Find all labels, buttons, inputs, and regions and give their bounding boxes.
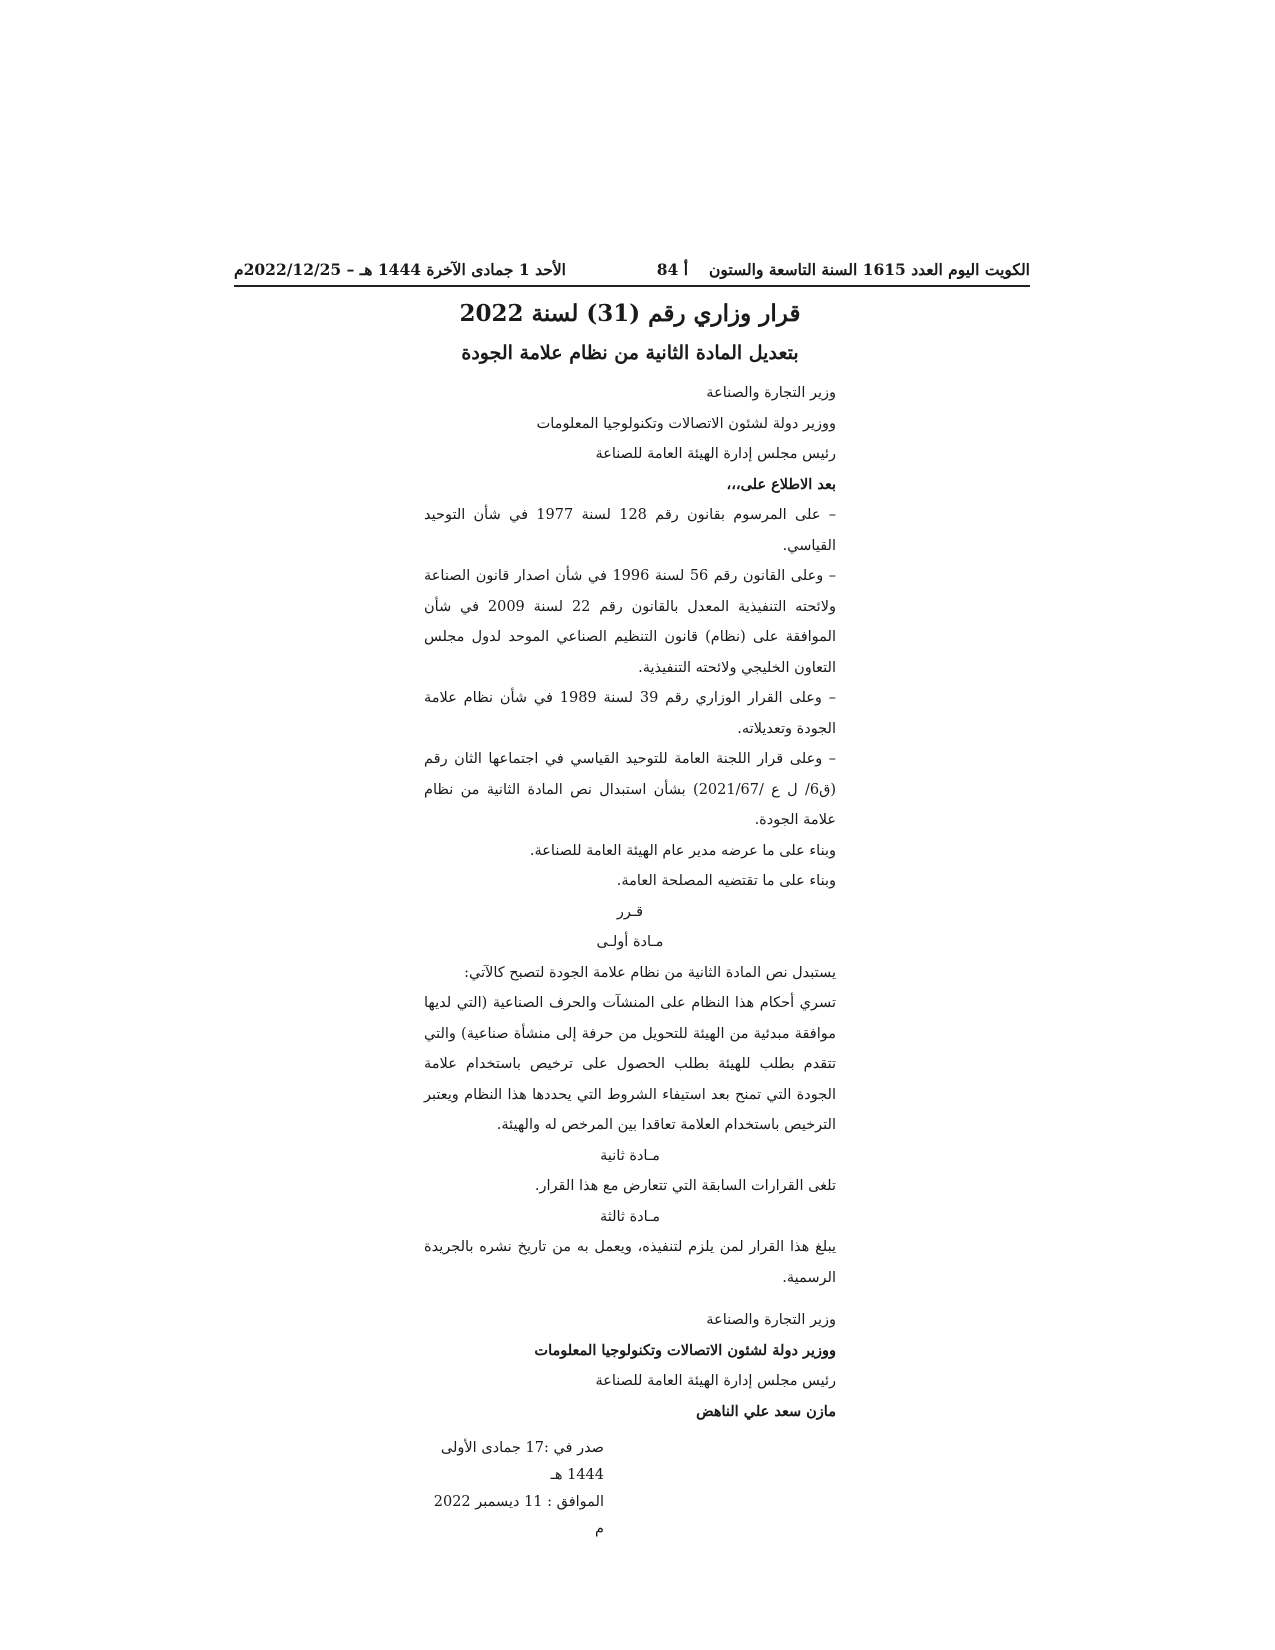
decree-title: قرار وزاري رقم (31) لسنة 2022	[459, 300, 801, 327]
article-1-text: تسري أحكام هذا النظام على المنشآت والحرف الصناعية (التي لديها موافقة مبدئية من الهيئة للتحويل من حرفة إلى منشأة صناعية) والتي تتقدم بطلب للهيئة بطلب الحصول على ترخيص باستخدام علامة الجودة التي تمنح بعد استيفاء الشروط التي يحددها هذا النظام ويعتبر الترخيص باستخدام العلامة تعاقدا بين المرخص له والهيئة.	[424, 995, 836, 1133]
signature-title-1: وزير التجارة والصناعة	[706, 1312, 836, 1328]
issuer-line-1: وزير التجارة والصناعة	[706, 385, 836, 401]
based-on-line-2: وبناء على ما تقتضيه المصلحة العامة.	[616, 873, 836, 889]
preamble-item-3: – وعلى القرار الوزاري رقم 39 لسنة 1989 في شأن نظام علامة الجودة وتعديلاته.	[424, 690, 836, 737]
article-1-heading: مـادة أولـى	[596, 934, 664, 950]
preamble-item-2: – وعلى القانون رقم 56 لسنة 1996 في شأن اصدار قانون الصناعة ولائحته التنفيذية المعدل بالقانون رقم 22 لسنة 2009 في شأن الموافقة على (نظام) قانون التنظيم الصناعي الموحد لدول مجلس التعاون الخليجي ولائحته التنفيذية.	[424, 568, 836, 676]
article-1-intro: يستبدل نص المادة الثانية من نظام علامة الجودة لتصبح كالآتي:	[464, 964, 836, 981]
decree-body	[424, 294, 836, 1543]
issued-date-gregorian: الموافق : 11 ديسمبر 2022 م	[433, 1494, 604, 1537]
article-3-heading: مـادة ثالثة	[599, 1208, 661, 1225]
gazette-issue-info: الكويت اليوم العدد 1615 السنة التاسعة والستون	[709, 260, 1030, 279]
after-review-line: بعد الاطلاع على،،،	[726, 475, 836, 493]
issued-date-hijri: صدر في :17 جمادى الأولى 1444 هـ	[440, 1440, 604, 1483]
preamble-item-4: – وعلى قرار اللجنة العامة للتوحيد القياسي في اجتماعها الثان رقم (ق6/ ل ع /2021/67) بشأن استبدال نص المادة الثانية من نظام علامة الجودة.	[424, 751, 837, 828]
article-2-text: تلغى القرارات السابقة التي تتعارض مع هذا القرار.	[534, 1178, 836, 1194]
issuer-line-3: رئيس مجلس إدارة الهيئة العامة للصناعة	[595, 446, 836, 462]
article-2-heading: مـادة ثانية	[600, 1147, 660, 1164]
decided-heading: قـرر	[616, 903, 644, 920]
page-header	[234, 256, 1030, 286]
article-3-text: يبلغ هذا القرار لمن يلزم لتنفيذه، ويعمل به من تاريخ نشره بالجريدة الرسمية.	[424, 1239, 836, 1286]
preamble-item-1: – على المرسوم بقانون رقم 128 لسنة 1977 في شأن التوحيد القياسي.	[424, 507, 836, 554]
page-number: أ 84	[656, 260, 688, 279]
issuer-line-2: ووزير دولة لشئون الاتصالات وتكنولوجيا المعلومات	[536, 415, 836, 432]
based-on-line-1: وبناء على ما عرضه مدير عام الهيئة العامة للصناعة.	[529, 842, 836, 859]
header-date: الأحد 1 جمادى الآخرة 1444 هـ – 2022/12/25م	[234, 260, 566, 279]
signature-title-2: ووزير دولة لشئون الاتصالات وتكنولوجيا المعلومات	[534, 1341, 836, 1359]
header-rule	[234, 285, 1030, 287]
signature-title-3: رئيس مجلس إدارة الهيئة العامة للصناعة	[595, 1373, 836, 1389]
decree-subtitle: بتعديل المادة الثانية من نظام علامة الجودة	[461, 342, 799, 364]
signatory-name: مازن سعد علي الناهض	[696, 1402, 836, 1420]
